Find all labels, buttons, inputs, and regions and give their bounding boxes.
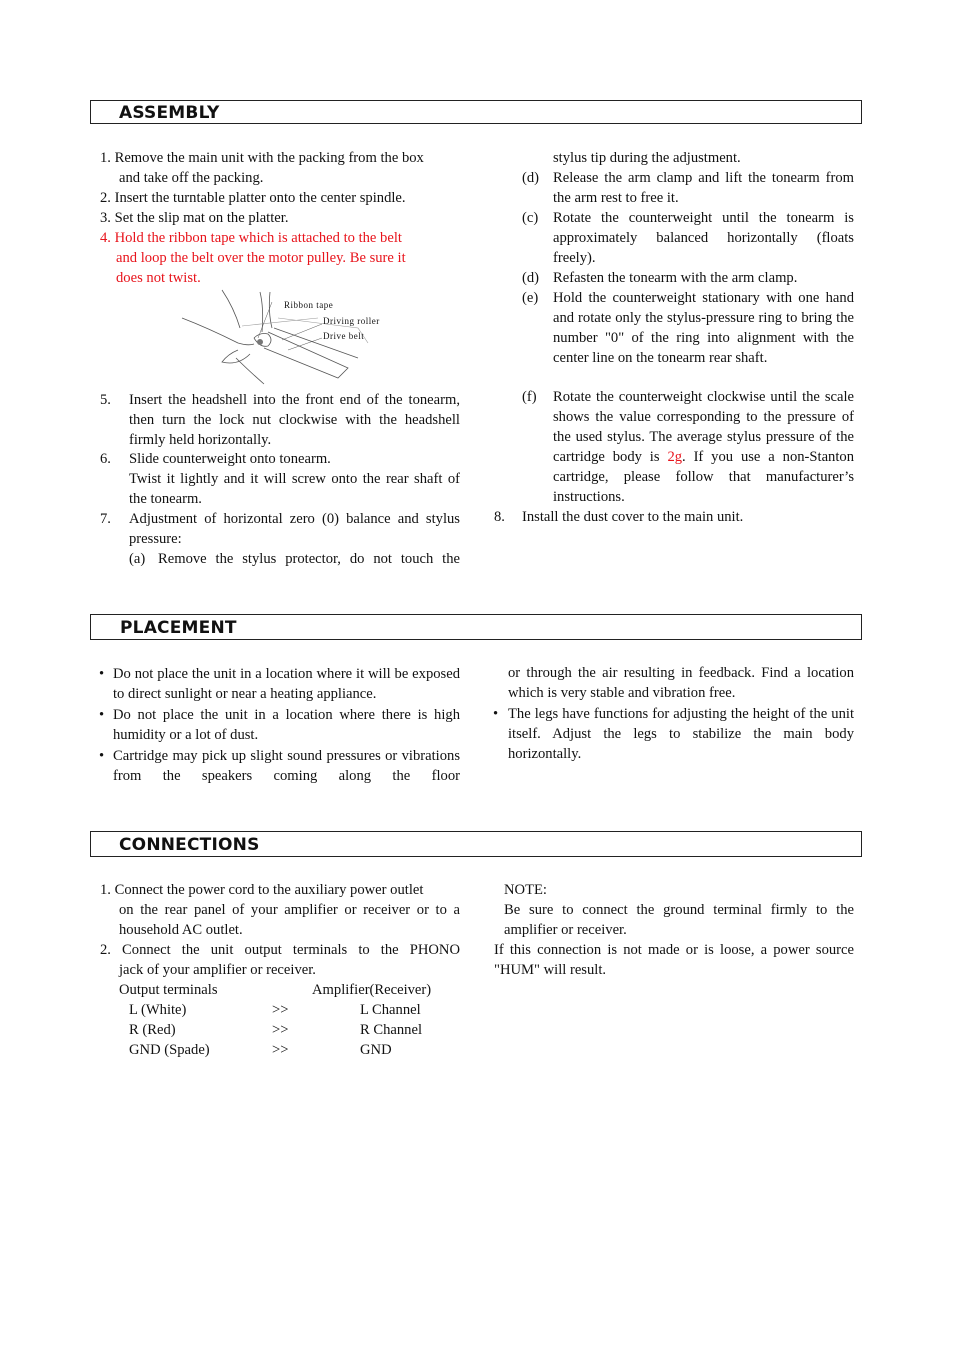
connections-step-2: 2. Connect the unit output terminals to the PHONO: [100, 942, 460, 958]
table-row-arrow: >>: [272, 1042, 289, 1058]
placement-title: PLACEMENT: [120, 618, 237, 638]
connections-header: [90, 831, 862, 857]
assembly-step-4-line3: does not twist.: [116, 270, 201, 286]
placement-bullet-2: Do not place the unit in a location where there is high humidity or a lot of dust.: [113, 707, 460, 743]
table-header-amplifier: Amplifier(Receiver): [312, 982, 432, 998]
label-ribbon-tape: Ribbon tape: [284, 300, 334, 310]
assembly-step-7f: [553, 387, 854, 507]
table-row-out: L (White): [129, 1002, 187, 1018]
assembly-header: [90, 100, 862, 124]
assembly-step-7a-letter: (a): [129, 551, 146, 567]
note-label: NOTE:: [504, 882, 547, 898]
placement-header: [90, 614, 862, 640]
step-7f-text-end: . If you use a non-Stanton cartridge, please follow that manufacturer’s instructions.: [553, 449, 854, 505]
assembly-step-7c: Rotate the counterweight until the tonearm is approximately balanced horizontally (floats freely).: [553, 210, 854, 266]
assembly-step-7d2-letter: (d): [522, 270, 540, 286]
table-row-arrow: >>: [272, 1022, 289, 1038]
table-row-amp: R Channel: [360, 1022, 423, 1038]
note-text-2: If this connection is not made or is loose, a power source "HUM" will result.: [494, 942, 854, 978]
connections-step-1-cont: on the rear panel of your amplifier or receiver or to a household AC outlet.: [119, 902, 460, 938]
placement-bullet-1: Do not place the unit in a location where it will be exposed to direct sunlight or near a heating appliance.: [113, 666, 460, 702]
bullet-icon: •: [99, 748, 105, 764]
assembly-step-7a-cont: stylus tip during the adjustment.: [553, 150, 741, 166]
connections-title: CONNECTIONS: [119, 835, 260, 855]
label-drive-belt: Drive belt: [323, 331, 365, 341]
assembly-step-7d2: Refasten the tonearm with the arm clamp.: [553, 270, 798, 286]
assembly-step-7c-letter: (c): [522, 210, 539, 226]
table-row-amp: L Channel: [360, 1002, 421, 1018]
bullet-icon: •: [99, 666, 105, 682]
table-row-amp: GND: [360, 1042, 392, 1058]
assembly-step-2: 2. Insert the turntable platter onto the center spindle.: [100, 190, 406, 206]
assembly-step-4: 4. Hold the ribbon tape which is attached to the belt: [100, 230, 402, 246]
stylus-pressure-value: 2g: [667, 449, 683, 465]
connections-step-2-cont: jack of your amplifier or receiver.: [119, 962, 316, 978]
table-row-out: GND (Spade): [129, 1042, 210, 1058]
label-driving-roller: Driving roller: [323, 316, 380, 326]
table-row-arrow: >>: [272, 1002, 289, 1018]
assembly-step-4-line2: and loop the belt over the motor pulley. Be sure it: [116, 250, 406, 266]
placement-bullet-3-cont: or through the air resulting in feedback. Find a location which is very stable and vibration free.: [508, 665, 854, 701]
bullet-icon: •: [99, 707, 105, 723]
placement-bullet-4: The legs have functions for adjusting the height of the unit itself. Adjust the legs to stabilize the main body horizontally.: [508, 706, 854, 762]
placement-bullet-3: Cartridge may pick up slight sound pressures or vibrations from the speakers coming along the floor: [113, 748, 460, 784]
assembly-step-5: Insert the headshell into the front end of the tonearm, then turn the lock nut clockwise with the headshell firmly held horizontally.: [129, 392, 460, 448]
assembly-step-3: 3. Set the slip mat on the platter.: [100, 210, 289, 226]
table-header-output: Output terminals: [119, 982, 218, 998]
assembly-step-7d-letter: (d): [522, 170, 540, 186]
assembly-step-5-number: 5.: [100, 392, 111, 408]
step-7f-text: Rotate the counterweight clockwise until the scale shows the value corresponding to the pressure of the used stylus. The average stylus pressure of the cartridge body is: [553, 389, 854, 465]
assembly-step-7f-letter: (f): [522, 389, 537, 405]
assembly-step-1-cont: and take off the packing.: [119, 170, 264, 186]
assembly-step-6-line1: Slide counterweight onto tonearm.: [129, 451, 331, 467]
assembly-step-7d: Release the arm clamp and lift the tonearm from the arm rest to free it.: [553, 170, 854, 206]
assembly-title: ASSEMBLY: [119, 103, 220, 123]
assembly-step-1: 1. Remove the main unit with the packing from the box: [100, 150, 424, 166]
bullet-icon: •: [493, 706, 499, 722]
connections-step-1: 1. Connect the power cord to the auxiliary power outlet: [100, 882, 424, 898]
assembly-step-6: [129, 449, 460, 509]
assembly-step-7: Adjustment of horizontal zero (0) balance and stylus pressure:: [129, 511, 460, 547]
assembly-step-7e-letter: (e): [522, 290, 539, 306]
assembly-step-8-number: 8.: [494, 509, 505, 525]
belt-illustration: [178, 288, 388, 388]
assembly-step-6-number: 6.: [100, 451, 111, 467]
assembly-step-8: Install the dust cover to the main unit.: [522, 509, 744, 525]
assembly-step-7-number: 7.: [100, 511, 111, 527]
table-row-out: R (Red): [129, 1022, 176, 1038]
note-text-1: Be sure to connect the ground terminal firmly to the amplifier or receiver.: [504, 902, 854, 938]
assembly-step-7a: Remove the stylus protector, do not touch the: [158, 551, 460, 567]
assembly-step-6-line2: Twist it lightly and it will screw onto the rear shaft of the tonearm.: [129, 471, 460, 507]
assembly-step-7e: Hold the counterweight stationary with one hand and rotate only the stylus-pressure ring to bring the number "0" of the ring into alignment with the center line on the tonearm rear shaft.: [553, 290, 854, 366]
